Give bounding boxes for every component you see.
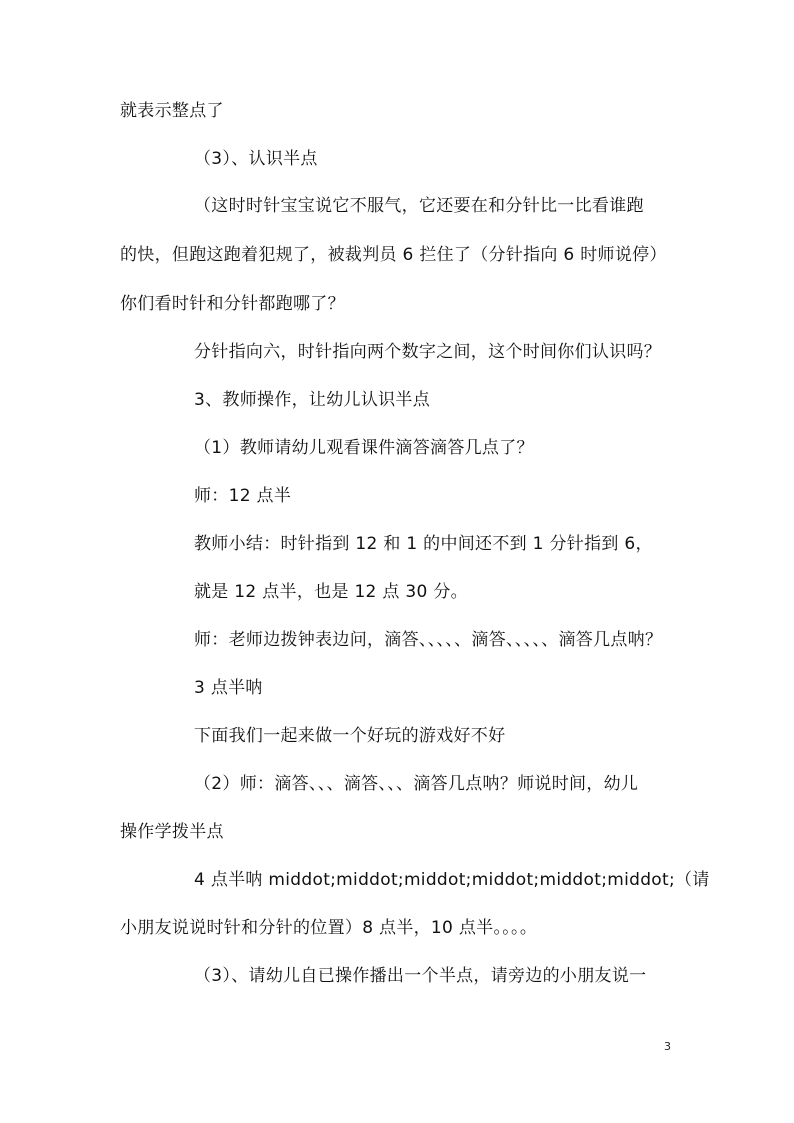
text-line-13: 3 点半呐 <box>194 678 263 698</box>
text-line-16: 操作学拨半点 <box>120 822 224 842</box>
text-line-10: 教师小结：时针指到 12 和 1 的中间还不到 1 分针指到 6， <box>194 534 653 554</box>
text-line-14: 下面我们一起来做一个好玩的游戏好不好 <box>194 726 506 746</box>
text-line-1: 就表示整点了 <box>120 101 224 121</box>
text-line-7: 3、教师操作，让幼儿认识半点 <box>194 390 431 410</box>
text-line-2: （3）、认识半点 <box>194 149 318 169</box>
text-line-18: 小朋友说说时针和分针的位置）8 点半，10 点半。。。。 <box>120 918 538 938</box>
text-line-5: 你们看时针和分针都跑哪了？ <box>120 294 345 314</box>
text-line-6: 分针指向六，时针指向两个数字之间，这个时间你们认识吗？ <box>194 342 662 362</box>
text-line-15: （2）师：滴答、、、滴答、、、滴答几点呐？师说时间，幼儿 <box>194 774 639 794</box>
page-number: 3 <box>664 1040 671 1053</box>
text-line-17: 4 点半呐 middot;middot;middot;middot;middot;middot;（请 <box>194 870 710 890</box>
text-line-12: 师：老师边拨钟表边问，滴答、、、、、滴答、、、、、滴答几点呐？ <box>194 630 663 650</box>
text-line-3: （这时时针宝宝说它不服气，它还要在和分针比一比看谁跑 <box>194 196 644 216</box>
text-line-8: （1）教师请幼儿观看课件滴答滴答几点了？ <box>194 438 534 458</box>
text-line-19: （3）、请幼儿自已操作播出一个半点，请旁边的小朋友说一 <box>194 966 647 986</box>
text-line-4: 的快，但跑这跑着犯规了，被裁判员 6 拦住了（分针指向 6 时师说停） <box>120 245 667 265</box>
text-line-11: 就是 12 点半，也是 12 点 30 分。 <box>194 582 468 602</box>
text-line-9: 师：12 点半 <box>194 486 292 506</box>
